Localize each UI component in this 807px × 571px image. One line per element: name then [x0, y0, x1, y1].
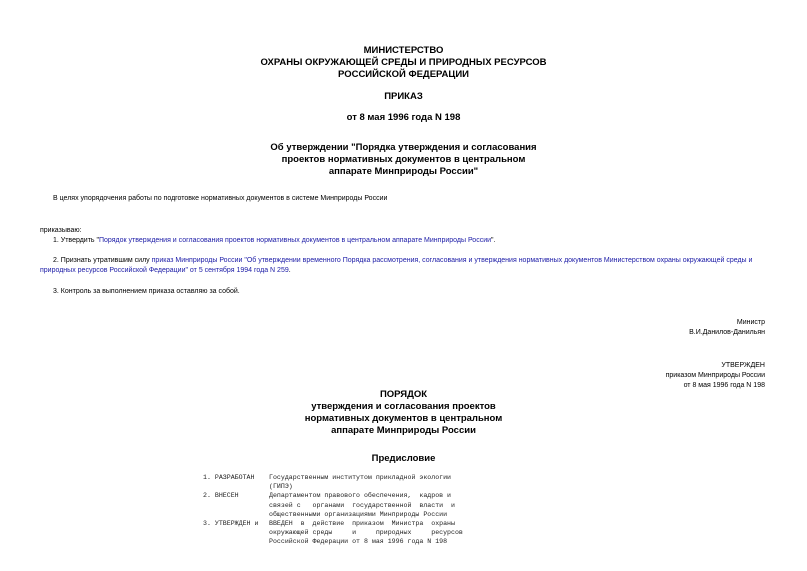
foreword-row-label: 1. РАЗРАБОТАН	[203, 474, 255, 481]
preamble: В целях упорядочения работы по подготовке нормативных документов в системе Минприроды России	[53, 195, 388, 202]
item-2-prefix: 2. Признать утратившим силу	[53, 257, 152, 264]
ministry-line-2: ОХРАНЫ ОКРУЖАЮЩЕЙ СРЕДЫ И ПРИРОДНЫХ РЕСУРСОВ	[260, 57, 547, 68]
signature-block	[689, 318, 765, 338]
item-3: 3. Контроль за выполнением приказа оставляю за собой.	[53, 288, 240, 295]
ministry-line-3: РОССИЙСКОЙ ФЕДЕРАЦИИ	[337, 69, 469, 80]
foreword-row-text: Государственным институтом прикладной экологии (ГИПЭ)	[269, 474, 452, 491]
foreword-row-text: Департаментом правового обеспечения, кадров и связей с органами государственной власти и общественными организациями Минприроды России	[269, 492, 455, 518]
procedure-title-line-1: ПОРЯДОК	[379, 389, 428, 400]
ministry-heading	[0, 45, 807, 81]
item-1-prefix: 1. Утвердить "	[53, 237, 99, 244]
item-2-line-2	[40, 266, 780, 276]
ministry-line-1: МИНИСТЕРСТВО	[363, 45, 444, 56]
approval-by-order: приказом Минприроды России	[665, 372, 765, 379]
approval-block	[666, 361, 765, 391]
procedure-title	[0, 389, 807, 437]
signature-position: Министр	[736, 319, 765, 326]
item-2	[40, 256, 780, 276]
order-word: приказываю:	[40, 227, 82, 234]
subject-line-2: проектов нормативных документов в центральном	[281, 154, 526, 165]
item-2-line-1	[40, 256, 780, 266]
foreword-row	[203, 491, 463, 519]
item-1	[53, 236, 495, 246]
item-2-suffix: .	[288, 267, 291, 274]
foreword-title: Предисловие	[371, 453, 436, 464]
approved-procedure-link[interactable]: Порядок утверждения и согласования проектов нормативных документов в центральном аппарате Минприроды России	[98, 237, 492, 244]
signature-name: В.И.Данилов-Данильян	[689, 329, 765, 336]
foreword-table-grid	[203, 473, 463, 547]
foreword-row-label: 3. УТВЕРЖДЕН и	[203, 520, 259, 528]
doc-date: от 8 мая 1996 года N 198	[346, 112, 461, 123]
procedure-title-line-2: утверждения и согласования проектов	[311, 401, 496, 412]
revoked-order-link-part-2[interactable]: природных ресурсов Российской Федерации" от 5 сентября 1994 года N 259	[40, 267, 289, 274]
foreword-table	[203, 473, 463, 547]
doc-subject	[0, 142, 807, 178]
approval-date: от 8 мая 1996 года N 198	[683, 382, 765, 389]
procedure-title-line-3: нормативных документов в центральном	[304, 413, 503, 424]
subject-line-3: аппарате Минприроды России"	[328, 166, 479, 177]
approval-approved: УТВЕРЖДЕН	[721, 362, 765, 369]
foreword-row	[203, 473, 463, 491]
doc-type: ПРИКАЗ	[384, 91, 423, 102]
subject-line-1: Об утверждении "Порядка утверждения и согласования	[270, 142, 537, 153]
foreword-row-label: 2. ВНЕСЕН	[203, 492, 239, 500]
revoked-order-link-part-1[interactable]: приказ Минприроды России "Об утверждении временного Порядка рассмотрения, согласования и утверждения нормативных документов Министерством охраны окружающей среды и	[151, 257, 753, 264]
foreword-row	[203, 519, 463, 547]
item-1-suffix: ".	[491, 237, 496, 244]
procedure-title-line-4: аппарате Минприроды России	[331, 425, 476, 436]
foreword-row-text: ВВЕДЕН в действие приказом Министра охраны окружающей среды и природных ресурсов Российской Федерации от 8 мая 1996 года N 198	[269, 520, 463, 546]
